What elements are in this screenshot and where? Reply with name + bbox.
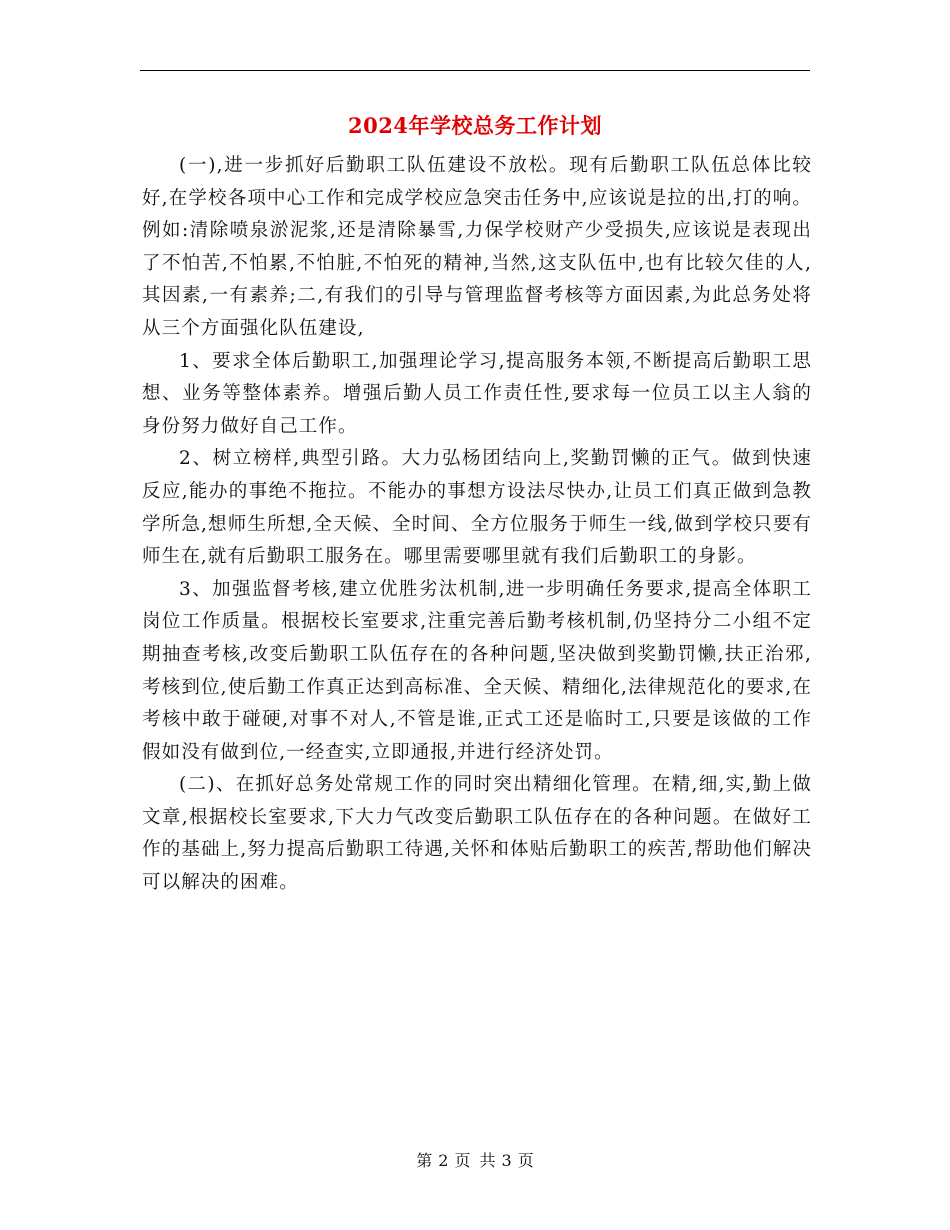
document-title: 2024年学校总务工作计划 [348,113,602,138]
paragraph-2: 1、要求全体后勤职工,加强理论学习,提高服务本领,不断提高后勤职工思想、业务等整体素养。增强后勤人员工作责任性,要求每一位员工以主人翁的身份努力做好自己工作。 [142,350,812,437]
document-body [142,150,812,900]
paragraph-4: 3、加强监督考核,建立优胜劣汰机制,进一步明确任务要求,提高全体职工岗位工作质量。根据校长室要求,注重完善后勤考核机制,仍坚持分二小组不定期抽查考核,改变后勤职工队伍存在的各种问题,坚决做到奖勤罚懒,扶正治邪,考核到位,使后勤工作真正达到高标准、全天候、精细化,法律规范化的要求,在考核中敢于碰硬,对事不对人,不管是谁,正式工还是临时工,只要是该做的工作假如没有做到位,一经查实,立即通报,并进行经济处罚。 [142,578,812,763]
footer-total-pages: 3 [501,1151,512,1170]
header-rule [140,70,810,71]
paragraph-1: (一),进一步抓好后勤职工队伍建设不放松。现有后勤职工队伍总体比较好,在学校各项中心工作和完成学校应急突击任务中,应该说是拉的出,打的响。例如:清除喷泉淤泥浆,还是清除暴雪,力保学校财产少受损失,应该说是表现出了不怕苦,不怕累,不怕脏,不怕死的精神,当然,这支队伍中,也有比较欠佳的人,其因素,一有素养;二,有我们的引导与管理监督考核等方面因素,为此总务处将从三个方面强化队伍建设, [142,155,812,339]
footer-middle: 页 共 [454,1151,496,1170]
footer-prefix: 第 [416,1151,433,1170]
paragraph-5: (二)、在抓好总务处常规工作的同时突出精细化管理。在精,细,实,勤上做文章,根据校长室要求,下大力气改变后勤职工队伍存在的各种问题。在做好工作的基础上,努力提高后勤职工待遇,关怀和体贴后勤职工的疾苦,帮助他们解决可以解决的困难。 [142,774,812,894]
footer-suffix: 页 [517,1151,534,1170]
footer-page-number: 2 [438,1151,449,1170]
page-footer [0,1148,950,1171]
paragraph-3: 2、树立榜样,典型引路。大力弘杨团结向上,奖勤罚懒的正气。做到快速反应,能办的事绝不拖拉。不能办的事想方设法尽快办,让员工们真正做到急教学所急,想师生所想,全天候、全时间、全方位服务于师生一线,做到学校只要有师生在,就有后勤职工服务在。哪里需要哪里就有我们后勤职工的身影。 [142,448,812,568]
